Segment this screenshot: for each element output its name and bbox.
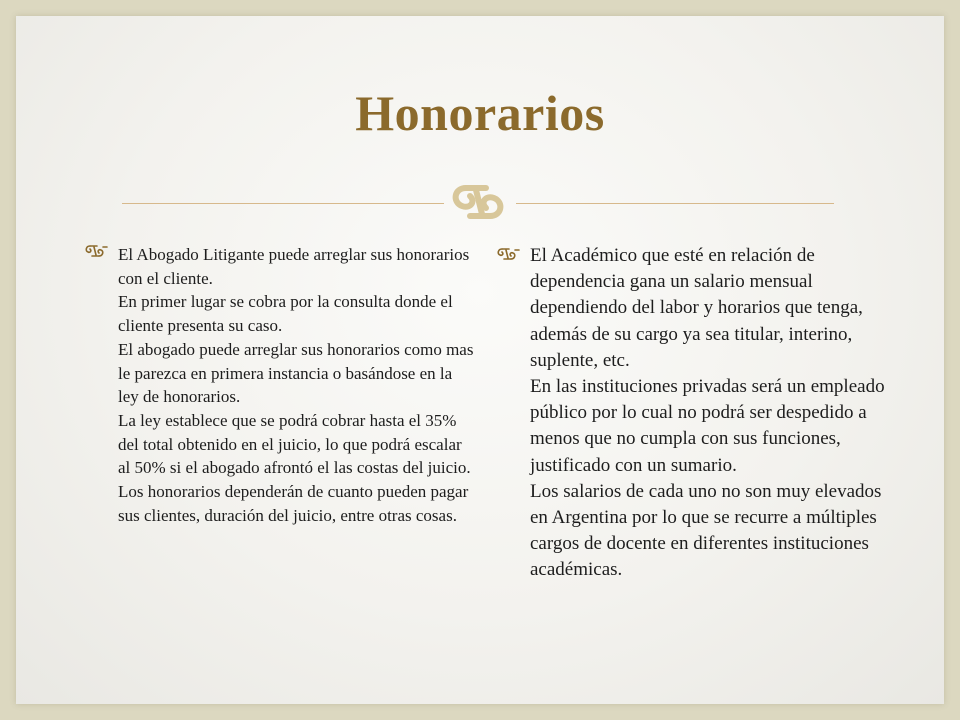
title-divider-right	[516, 203, 834, 204]
title-divider-left	[122, 203, 444, 204]
slide-title: Honorarios	[355, 85, 605, 141]
left-column-text: El Abogado Litigante puede arreglar sus honorarios con el cliente. En primer lugar se cobra por la consulta donde el cliente presenta su caso. El abogado puede arreglar sus honorarios como mas le parezca en primera instancia o basándose en la ley de honorarios. La ley establece que se podrá cobrar hasta el 35% del total obtenido en el juicio, lo que podrá escalar al 50% si el abogado afrontó el las costas del juicio. Los honorarios dependerán de cuanto pueden pagar sus clientes, duración del juicio, entre otras cosas.	[118, 245, 474, 525]
right-column-text: El Académico que esté en relación de dependencia gana un salario mensual dependiendo del labor y horarios que tenga, además de su cargo ya sea titular, interino, suplente, etc. En las instituciones privadas será un empleado público por lo cual no podrá ser despedido a menos que no cumpla con sus funciones, justificado con un sumario. Los salarios de cada uno no son muy elevados en Argentina por lo que se recurre a múltiples cargos de docente en diferentes instituciones académicas.	[530, 245, 885, 581]
scroll-bullet-icon	[496, 246, 520, 262]
scroll-bullet-icon	[84, 243, 108, 259]
double-scroll-ornament-icon	[446, 178, 512, 226]
